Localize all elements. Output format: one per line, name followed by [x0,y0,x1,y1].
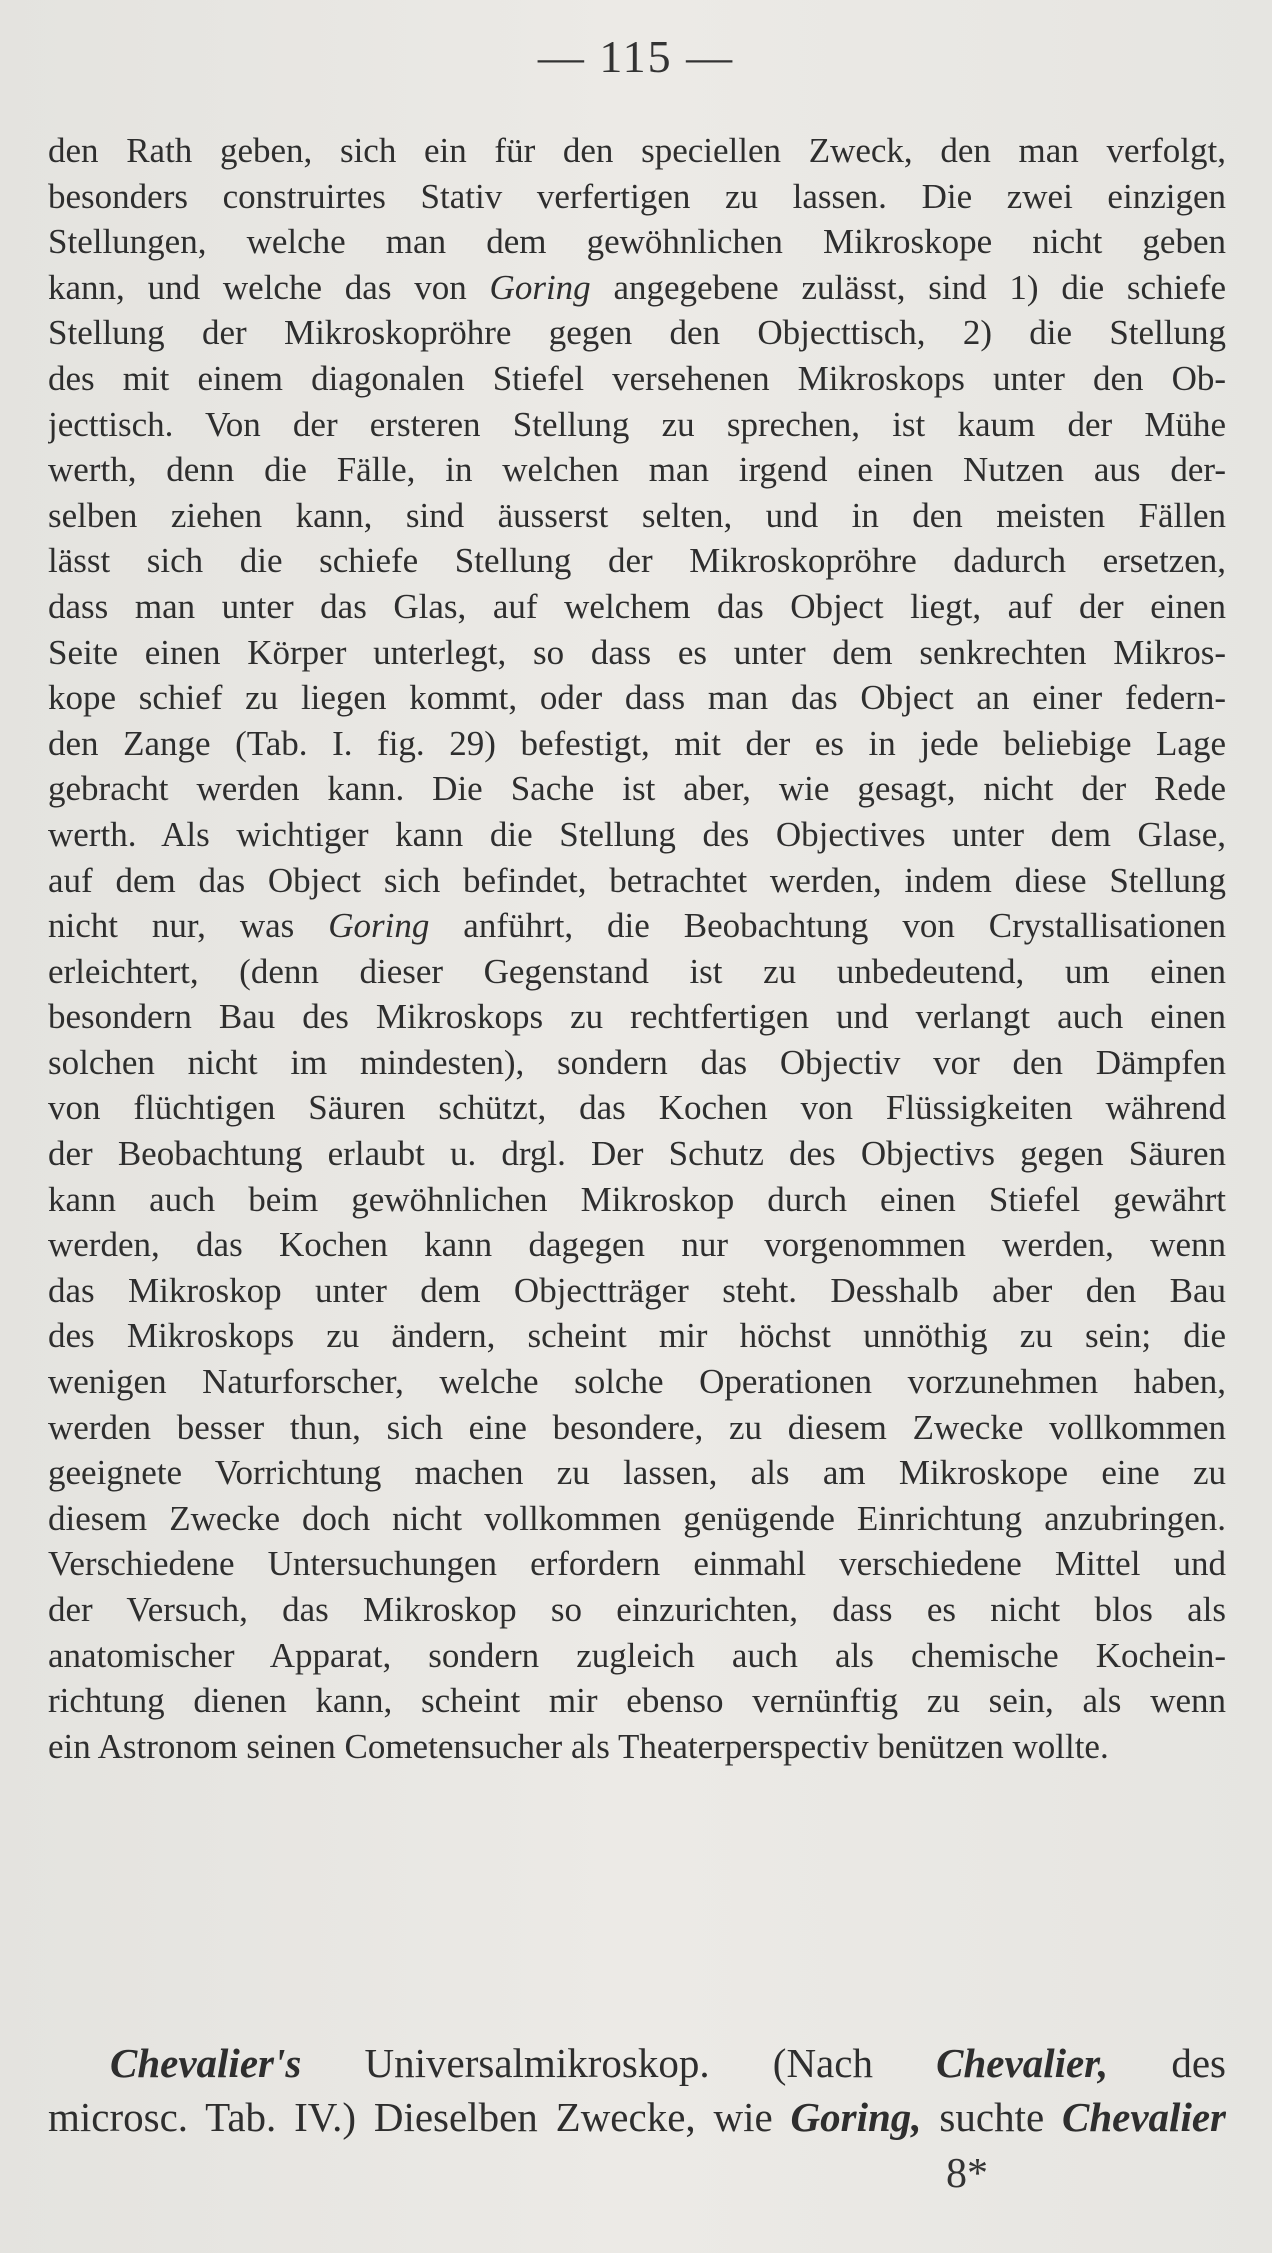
text-line [48,1222,1226,1268]
text-segment: anführt, die Beobachtung von Crystallisationen [429,906,1226,946]
text-segment: anatomischer Apparat, sondern zugleich auch als chemische Kochein- [48,1635,1226,1675]
text-line [48,675,1226,721]
text-line [48,1085,1226,1131]
text-line [48,949,1226,995]
text-segment: der Versuch, das Mikroskop so einzurichten, dass es nicht blos als [48,1590,1226,1629]
text-segment: kann, und welche das von [48,267,490,307]
text-segment: lässt sich die schiefe Stellung der Mikroskopröhre dadurch ersetzen, [48,541,1226,581]
text-line [48,1450,1226,1496]
text-segment: diesem Zwecke doch nicht vollkommen genügende Einrichtung anzubringen. [48,1498,1226,1538]
text-segment: des mit einem diagonalen Stiefel versehenen Mikroskops unter den Ob- [48,358,1226,398]
text-segment: erleichtert, (denn dieser Gegenstand ist zu unbedeutend, um einen [48,951,1226,991]
text-line [48,858,1226,904]
text-segment: werth. Als wichtiger kann die Stellung des Objectives unter dem Glase, [48,814,1226,854]
text-segment: Seite einen Körper unterlegt, so dass es unter dem senkrechten Mikros- [48,632,1226,672]
text-segment: ein Astronom seinen Cometensucher als Theaterperspectiv benützen wollte. [48,1726,1109,1766]
text-segment: microsc. Tab. IV.) Dieselben Zwecke, wie [48,2094,791,2140]
body-paragraph [48,128,1226,1769]
text-segment: werth, denn die Fälle, in welchen man irgend einen Nutzen aus der- [48,450,1226,490]
text-line [48,538,1226,584]
text-line [48,766,1226,812]
text-line [48,1405,1226,1451]
text-line [48,219,1226,265]
italic-name: Goring [489,267,591,307]
text-line [48,265,1226,311]
text-segment: angegebene zulässt, sind 1) die schiefe [590,267,1226,307]
text-line [48,2036,1226,2090]
text-segment: den Rath geben, sich ein für den speciellen Zweck, den man verfolgt, [48,131,1226,170]
text-segment: kann auch beim gewöhnlichen Mikroskop durch einen Stiefel gewährt [48,1179,1226,1219]
text-line [48,402,1226,448]
italic-name: Chevalier [1062,2094,1226,2140]
text-line [48,1496,1226,1542]
text-segment: besonders construirtes Stativ verfertigen zu lassen. Die zwei einzigen [48,176,1226,216]
italic-name: Chevalier's [110,2040,302,2086]
text-segment: geeignete Vorrichtung machen zu lassen, als am Mikroskope eine zu [48,1453,1226,1493]
text-line [48,1268,1226,1314]
text-line [48,1313,1226,1359]
text-segment: richtung dienen kann, scheint mir ebenso vernünftig zu sein, als wenn [48,1681,1226,1721]
text-line [48,2090,1226,2144]
text-segment: Stellung der Mikroskopröhre gegen den Objecttisch, 2) die Stellung [48,313,1226,353]
text-line [48,1541,1226,1587]
text-line [48,128,1226,174]
text-segment: nicht nur, was [48,906,329,946]
page-number: — 115 — [537,31,735,82]
text-segment: gebracht werden kann. Die Sache ist aber, wie gesagt, nicht der Rede [48,769,1226,809]
text-segment: jecttisch. Von der ersteren Stellung zu sprechen, ist kaum der Mühe [48,404,1226,444]
text-segment: der Beobachtung erlaubt u. drgl. Der Schutz des Objectivs gegen Säuren [48,1134,1226,1174]
text-line [48,1131,1226,1177]
text-line [48,310,1226,356]
text-line [48,447,1226,493]
text-segment: solchen nicht im mindesten), sondern das Objectiv vor den Dämpfen [48,1042,1226,1082]
text-line [48,493,1226,539]
text-line [48,1678,1226,1724]
text-segment: besondern Bau des Mikroskops zu rechtfertigen und verlangt auch einen [48,997,1226,1037]
text-line [48,812,1226,858]
text-line [48,584,1226,630]
text-line [48,356,1226,402]
text-segment: das Mikroskop unter dem Objectträger steht. Desshalb aber den Bau [48,1270,1226,1310]
italic-name: Goring [328,906,430,946]
italic-name: Goring, [790,2094,922,2140]
text-segment: den Zange (Tab. I. fig. 29) befestigt, mit der es in jede beliebige Lage [48,723,1226,763]
text-segment: Universalmikroskop. (Nach [301,2040,937,2086]
text-line [48,1587,1226,1633]
signature-mark: 8* [946,2151,988,2197]
text-segment: wenigen Naturforscher, welche solche Operationen vorzunehmen haben, [48,1362,1226,1402]
section-heading-paragraph [48,2036,1226,2144]
text-segment: kope schief zu liegen kommt, oder dass man das Object an einer federn- [48,678,1226,718]
text-line [48,994,1226,1040]
text-line [48,1040,1226,1086]
text-segment: selben ziehen kann, sind äusserst selten, und in den meisten Fällen [48,495,1226,535]
italic-name: Chevalier, [936,2040,1109,2086]
text-line [48,721,1226,767]
text-line [48,1724,1226,1770]
text-segment: suchte [921,2094,1063,2140]
text-line [48,630,1226,676]
text-line [48,1359,1226,1405]
text-line [48,174,1226,220]
text-line [48,1177,1226,1223]
text-segment: Stellungen, welche man dem gewöhnlichen Mikroskope nicht geben [48,222,1226,262]
text-line [48,1633,1226,1679]
text-line [48,903,1226,949]
text-segment: des Mikroskops zu ändern, scheint mir höchst unnöthig zu sein; die [48,1316,1226,1356]
text-segment: werden, das Kochen kann dagegen nur vorgenommen werden, wenn [48,1225,1226,1265]
text-segment: des [1108,2040,1226,2086]
text-segment: auf dem das Object sich befindet, betrachtet werden, indem diese Stellung [48,860,1226,900]
text-segment: von flüchtigen Säuren schützt, das Kochen von Flüssigkeiten während [48,1088,1226,1128]
text-segment: dass man unter das Glas, auf welchem das Object liegt, auf der einen [48,586,1226,626]
text-segment: Verschiedene Untersuchungen erfordern einmahl verschiedene Mittel und [48,1544,1226,1584]
text-segment: werden besser thun, sich eine besondere, zu diesem Zwecke vollkommen [48,1407,1226,1447]
